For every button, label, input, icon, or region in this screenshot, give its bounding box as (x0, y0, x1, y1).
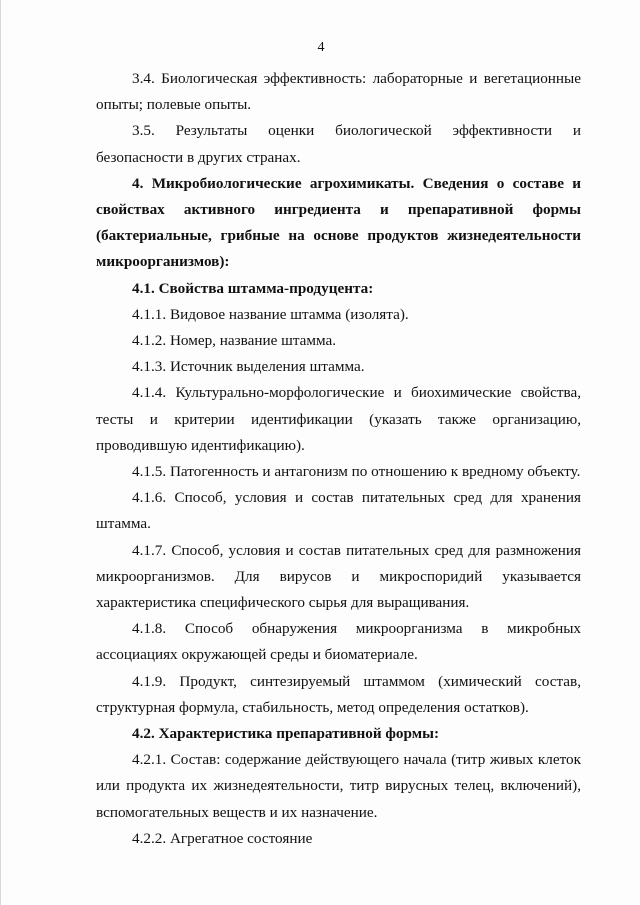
page-number: 4 (317, 40, 325, 55)
subsection-heading-4-2: 4.2. Характеристика препаративной формы: (132, 725, 440, 743)
paragraph-4-1-8: 4.1.8. Способ обнаружения микроорганизма в микробных ассоциациях окружающей среды и биоматериале. (96, 620, 581, 664)
subsection-heading-4-1: 4.1. Свойства штамма-продуцента: (132, 279, 374, 297)
paragraph-4-1-6: 4.1.6. Способ, условия и состав питательных сред для хранения штамма. (96, 489, 581, 533)
paragraph-4-1-5: 4.1.5. Патогенность и антагонизм по отношению к вредному объекту. (132, 463, 581, 481)
paragraph-3-5: 3.5. Результаты оценки биологической эффективности и безопасности в других странах. (96, 122, 581, 166)
paragraph-4-1-4: 4.1.4. Культурально-морфологические и биохимические свойства, тесты и критерии идентификации (указать также организацию, проводившую идентификацию). (96, 384, 581, 454)
paragraph-4-1-1: 4.1.1. Видовое название штамма (изолята). (132, 305, 409, 323)
section-heading-4: 4. Микробиологические агрохимикаты. Сведения о составе и свойствах активного ингредиента и препаративной формы (бактериальные, грибные на основе продуктов жизнедеятельности микроорганизмов): (96, 174, 581, 271)
paragraph-3-4: 3.4. Биологическая эффективность: лабораторные и вегетационные опыты; полевые опыты. (96, 70, 581, 114)
document-body (96, 66, 581, 852)
paragraph-4-1-2: 4.1.2. Номер, название штамма. (132, 332, 337, 350)
paragraph-4-1-9: 4.1.9. Продукт, синтезируемый штаммом (химический состав, структурная формула, стабильность, метод определения остатков). (96, 672, 581, 716)
paragraph-4-2-1: 4.2.1. Состав: содержание действующего начала (титр живых клеток или продукта их жизнедеятельности, титр вирусных телец, включений), вспомогательных веществ и их назначение. (96, 751, 581, 821)
paragraph-4-1-7: 4.1.7. Способ, условия и состав питательных сред для размножения микроорганизмов. Для вирусов и микроспоридий указывается характеристика специфического сырья для выращивания. (96, 541, 581, 612)
paragraph-4-1-3: 4.1.3. Источник выделения штамма. (132, 358, 365, 376)
paragraph-4-2-2: 4.2.2. Агрегатное состояние (132, 829, 313, 847)
